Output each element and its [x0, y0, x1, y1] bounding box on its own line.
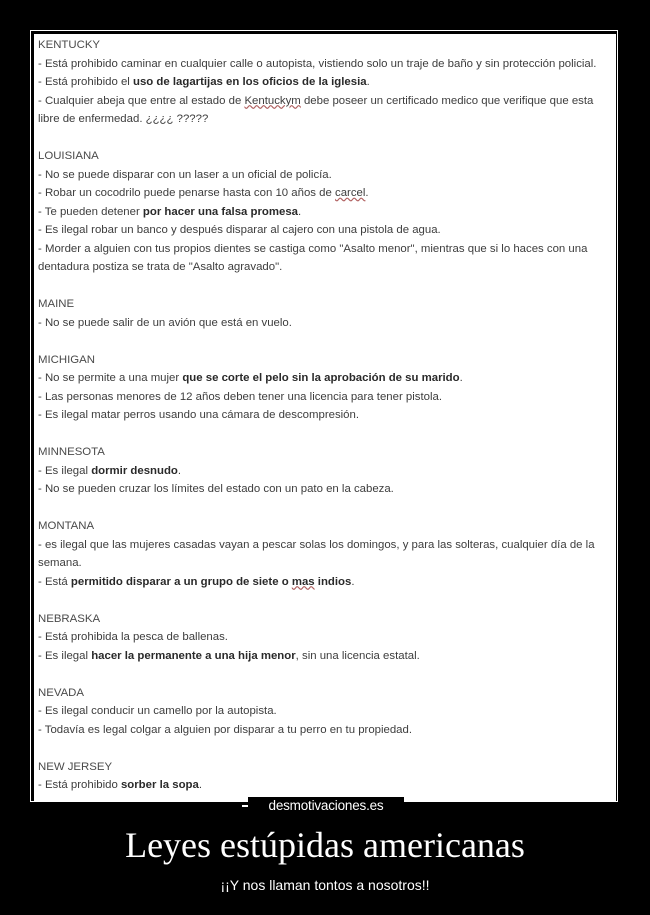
law-item [38, 184, 610, 203]
law-text: - No se puede salir de un avión que está en vuelo. [38, 316, 292, 329]
law-item [38, 462, 610, 481]
state-section [38, 36, 610, 129]
law-emphasis: mas [291, 575, 315, 588]
state-heading: NEVADA [38, 686, 84, 699]
state-heading: NEW JERSEY [38, 760, 113, 773]
law-emphasis: hacer la permanente a una hija menor [91, 649, 296, 662]
state-heading: KENTUCKY [38, 39, 101, 51]
law-text: . [351, 575, 355, 588]
law-emphasis: dormir desnudo [91, 464, 178, 477]
law-text: - Está prohibido el [38, 76, 133, 88]
state-heading: MINNESOTA [38, 446, 105, 458]
law-text: - No se puede disparar con un laser a un oficial de policía. [38, 168, 332, 181]
poster-image [34, 34, 616, 802]
state-section [38, 147, 610, 277]
law-text: . [366, 76, 370, 88]
law-item [38, 166, 610, 185]
poster-subtitle: ¡¡Y nos llaman tontos a nosotros!! [220, 877, 430, 893]
law-emphasis: uso de lagartijas en los oficios de la iglesia [132, 76, 367, 88]
law-item [38, 647, 610, 666]
law-text: . [298, 205, 302, 218]
law-text: - Todavía es legal colgar a alguien por disparar a tu perro en tu propiedad. [38, 723, 413, 736]
law-item [38, 721, 610, 740]
law-item [38, 536, 610, 573]
state-heading: MICHIGAN [38, 353, 95, 366]
state-section [38, 517, 610, 591]
state-section [38, 295, 610, 332]
law-text: - Las personas menores de 12 años deben tener una licencia para tener pistola. [38, 390, 442, 403]
law-text: - Te pueden detener [38, 205, 143, 218]
state-heading: MAINE [38, 298, 75, 310]
law-text: - Es ilegal conducir un camello por la autopista. [38, 705, 277, 717]
law-text: . [459, 372, 463, 384]
law-text: - Está prohibido caminar en cualquier calle o autopista, vistiendo solo un traje de baño y sin protección policial. [38, 57, 597, 70]
law-item [38, 73, 610, 92]
law-text: . [177, 464, 182, 477]
law-text: debe poseer un certificado medico que verifique que esta libre de enfermedad. ¿¿¿¿ ????? [38, 94, 594, 125]
law-text: - No se permite a una mujer [38, 372, 183, 384]
law-text: - Es ilegal matar perros usando una cámara de descompresión. [38, 409, 360, 421]
law-item [38, 55, 610, 74]
law-text: Kentuckym [244, 94, 301, 107]
law-text: . [198, 779, 202, 791]
law-text: - Es ilegal [38, 464, 92, 477]
law-emphasis: por hacer una falsa promesa [142, 205, 299, 218]
state-section [38, 758, 610, 795]
state-heading: MONTANA [38, 520, 95, 532]
law-item [38, 369, 610, 388]
law-item [38, 388, 610, 407]
law-text: - Cualquier abeja que entre al estado de [38, 94, 245, 107]
law-item [38, 92, 610, 129]
law-text: - Robar un cocodrilo puede penarse hasta con 10 años de [38, 187, 335, 199]
state-section [38, 684, 610, 740]
law-text: - Está prohibido [38, 779, 121, 791]
law-item [38, 406, 610, 425]
law-text: - es ilegal que las mujeres casadas vayan a pescar solas los domingos, y para las solteras, cualquier día de la semana. [38, 538, 595, 569]
law-text: . [365, 187, 369, 199]
law-emphasis: sorber la sopa [120, 779, 199, 791]
law-text: - Es ilegal robar un banco y después disparar al cajero con una pistola de agua. [38, 224, 441, 236]
law-text: carcel [335, 187, 366, 199]
law-item [38, 573, 610, 592]
law-text: - Morder a alguien con tus propios dientes se castiga como "Asalto menor", mientras que si lo haces con una dentadura postiza se trata de "Asalto agravado". [38, 242, 588, 273]
state-heading: NEBRASKA [38, 612, 101, 625]
law-text: - Es ilegal [38, 649, 92, 662]
state-section [38, 610, 610, 666]
law-item [38, 702, 610, 721]
law-emphasis: indios [314, 575, 352, 588]
law-text: , sin una licencia estatal. [295, 649, 420, 662]
state-section [38, 443, 610, 499]
laws-list [38, 36, 610, 802]
law-item [38, 240, 610, 277]
law-item [38, 480, 610, 499]
law-item [38, 314, 610, 333]
law-item [38, 776, 610, 795]
poster-title: Leyes estúpidas americanas [125, 825, 525, 865]
law-emphasis: permitido disparar a un grupo de siete o [70, 575, 292, 588]
law-item [38, 203, 610, 222]
law-emphasis: que se corte el pelo sin la aprobación de su marido [182, 372, 460, 384]
state-heading: LOUISIANA [38, 150, 99, 162]
law-item [38, 221, 610, 240]
site-watermark: desmotivaciones.es [248, 797, 404, 815]
law-text: - Está [38, 575, 71, 588]
state-section [38, 351, 610, 425]
law-text: - Está prohibida la pesca de ballenas. [38, 631, 228, 643]
law-text: - No se pueden cruzar los límites del estado con un pato en la cabeza. [38, 483, 394, 495]
law-item [38, 628, 610, 647]
